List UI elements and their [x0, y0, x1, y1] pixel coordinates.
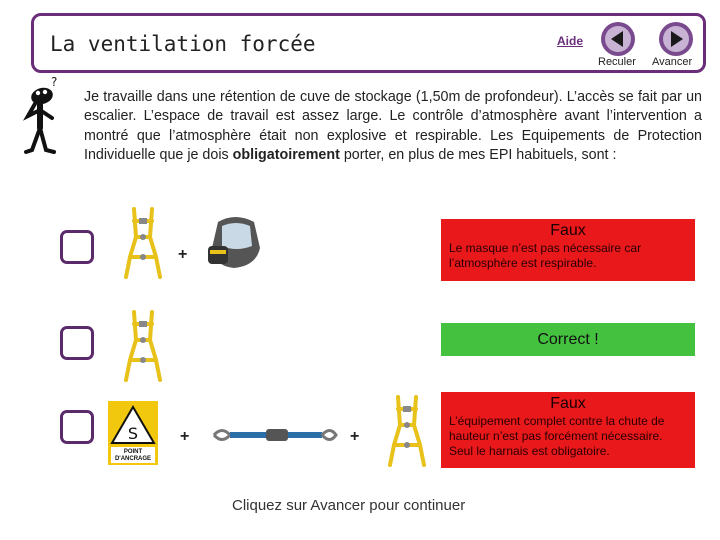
harness-icon: [384, 395, 430, 469]
page-title: La ventilation forcée: [50, 32, 316, 56]
gas-mask-icon: [204, 212, 266, 272]
feedback-box-3: [441, 392, 695, 468]
question-text: Je travaille dans une rétention de cuve de stockage (1,50m de profondeur). L’accès se fait par un escalier. L’espace de travail est assez large. Le contrôle d’atmosphère avant l’intervention a montré que l’atmosphère était non explosive et respirable. Les Equipements de Protection Individuelle que je dois obligatoirement porter, en plus de mes EPI habituels, sont :: [84, 89, 702, 164]
lanyard-icon: [210, 422, 340, 448]
sign-text-1: POINT: [123, 449, 143, 455]
title-bar: [31, 13, 706, 73]
feedback-box-1: [441, 219, 695, 281]
feedback-title: Faux: [550, 222, 586, 239]
plus-sign: +: [178, 246, 188, 263]
svg-text:?: ?: [51, 76, 58, 89]
feedback-text: L’équipement complet contre la chute de hauteur n’est pas forcément nécessaire. Seul le harnais est obligatoire.: [449, 414, 665, 458]
forward-button[interactable]: [658, 21, 694, 57]
continue-instruction: Cliquez sur Avancer pour continuer: [232, 497, 466, 514]
back-button[interactable]: [600, 21, 636, 57]
plus-sign: +: [350, 428, 360, 445]
back-label[interactable]: Reculer: [598, 56, 636, 68]
option-1-checkbox[interactable]: [60, 230, 94, 264]
feedback-title: Faux: [550, 395, 586, 412]
svg-text:S: S: [127, 424, 139, 443]
option-3-checkbox[interactable]: [60, 410, 94, 444]
harness-icon: [120, 207, 166, 281]
sign-text-2: D'ANCRAGE: [114, 456, 152, 462]
thinking-figure-icon: [18, 76, 74, 156]
harness-icon: [120, 310, 166, 384]
option-2-checkbox[interactable]: [60, 326, 94, 360]
plus-sign: +: [180, 428, 190, 445]
help-link[interactable]: Aide: [557, 34, 584, 48]
forward-label[interactable]: Avancer: [652, 56, 693, 68]
feedback-box-2: Correct !: [441, 323, 695, 356]
emphasis-text: obligatoirement: [232, 147, 340, 164]
feedback-text: Le masque n’est pas nécessaire car l’atmosphère est respirable.: [449, 241, 642, 270]
